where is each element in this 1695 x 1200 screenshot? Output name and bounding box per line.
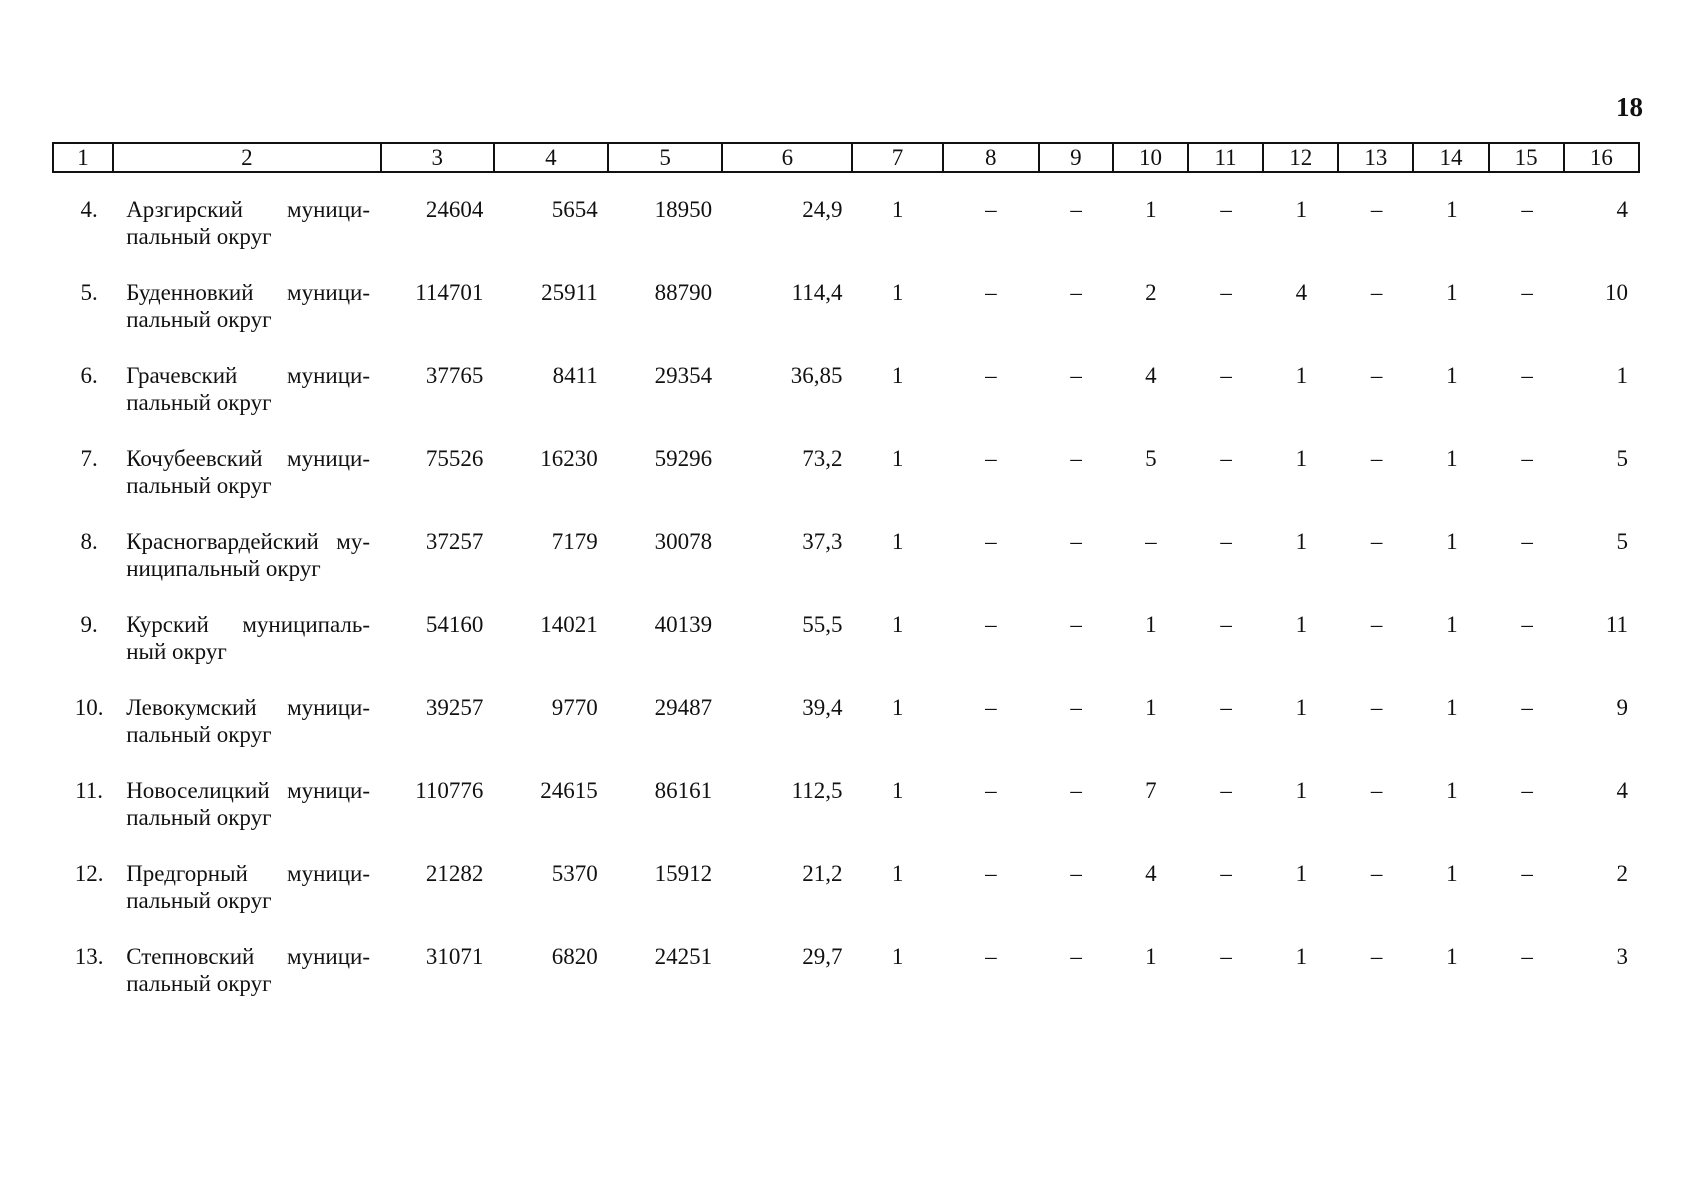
row-number: 13.	[74, 944, 104, 969]
cell-col-12: 1	[1295, 529, 1308, 554]
cell-col-4: 7179	[551, 529, 598, 554]
cell-col-9: –	[1070, 363, 1082, 388]
cell-col-3: 31071	[425, 944, 484, 969]
cell-col-16: 4	[1616, 778, 1628, 803]
cell-col-14: 1	[1446, 280, 1458, 305]
cell-col-4: 14021	[540, 612, 598, 637]
cell-col-15: –	[1521, 280, 1533, 305]
cell-col-14: 1	[1446, 944, 1458, 969]
cell-col-8: –	[985, 363, 997, 388]
cell-col-7: 1	[891, 778, 904, 803]
cell-col-4: 5370	[551, 861, 598, 886]
district-name: Левокумский муници-пальный округ	[126, 695, 371, 747]
header-cell: 3	[381, 143, 494, 172]
cell-col-9: –	[1070, 197, 1082, 222]
cell-col-13: –	[1370, 612, 1383, 637]
cell-col-5: 24251	[654, 944, 713, 969]
district-name: Предгорный муници-пальный округ	[126, 861, 371, 913]
header-cell: 15	[1489, 143, 1564, 172]
cell-col-11: –	[1220, 446, 1232, 471]
district-name: Степновский муници-пальный округ	[126, 944, 371, 996]
cell-col-12: 1	[1295, 612, 1308, 637]
district-name: Кочубеевский муници-пальный округ	[126, 446, 371, 498]
cell-col-4: 8411	[552, 363, 598, 388]
district-name: Арзгирский муници-пальный округ	[126, 197, 371, 249]
table-row	[52, 943, 1640, 1026]
cell-col-7: 1	[891, 363, 904, 388]
cell-col-11: –	[1220, 280, 1232, 305]
table-row	[52, 860, 1640, 943]
cell-col-10: 4	[1145, 861, 1157, 886]
cell-col-9: –	[1070, 280, 1082, 305]
cell-col-7: 1	[891, 612, 904, 637]
cell-col-10: 1	[1145, 612, 1157, 637]
row-number: 9.	[80, 612, 98, 637]
cell-col-16: 5	[1616, 446, 1628, 471]
cell-col-8: –	[985, 529, 997, 554]
district-name: Буденновкий муници-пальный округ	[126, 280, 371, 332]
district-name: Грачевский муници-пальный округ	[126, 363, 371, 415]
cell-col-16: 2	[1616, 861, 1628, 886]
cell-col-3: 37765	[425, 363, 484, 388]
header-row	[53, 143, 1639, 172]
page-number: 18	[1616, 92, 1643, 122]
cell-col-9: –	[1070, 446, 1082, 471]
cell-col-14: 1	[1446, 197, 1458, 222]
cell-col-11: –	[1220, 861, 1232, 886]
cell-col-12: 1	[1295, 446, 1308, 471]
table-row	[52, 279, 1640, 362]
data-table	[52, 196, 1640, 1026]
cell-col-12: 1	[1295, 861, 1308, 886]
cell-col-3: 110776	[415, 778, 484, 803]
cell-col-10: 7	[1145, 778, 1157, 803]
cell-col-14: 1	[1446, 861, 1458, 886]
cell-col-3: 39257	[425, 695, 484, 720]
cell-col-16: 9	[1616, 695, 1628, 720]
cell-col-8: –	[985, 612, 997, 637]
cell-col-5: 18950	[654, 197, 713, 222]
cell-col-4: 5654	[551, 197, 598, 222]
cell-col-6: 21,2	[802, 861, 843, 886]
cell-col-8: –	[985, 695, 997, 720]
cell-col-13: –	[1370, 529, 1383, 554]
cell-col-13: –	[1370, 280, 1383, 305]
header-cell: 14	[1413, 143, 1488, 172]
cell-col-5: 29487	[654, 695, 713, 720]
cell-col-12: 1	[1295, 197, 1308, 222]
district-name: Красногвардейский му-ниципальный округ	[126, 529, 371, 581]
cell-col-4: 9770	[551, 695, 598, 720]
header-cell: 13	[1338, 143, 1413, 172]
column-number-header	[52, 142, 1640, 173]
row-number: 11.	[75, 778, 104, 803]
cell-col-10: 2	[1145, 280, 1157, 305]
cell-col-7: 1	[891, 280, 904, 305]
cell-col-16: 11	[1605, 612, 1628, 637]
cell-col-16: 1	[1616, 363, 1628, 388]
cell-col-9: –	[1070, 695, 1082, 720]
row-number: 4.	[80, 197, 98, 222]
cell-col-6: 55,5	[802, 612, 843, 637]
cell-col-14: 1	[1446, 446, 1458, 471]
cell-col-3: 21282	[425, 861, 484, 886]
cell-col-4: 24615	[540, 778, 598, 803]
cell-col-3: 75526	[425, 446, 484, 471]
table-row	[52, 777, 1640, 860]
cell-col-12: 4	[1295, 280, 1308, 305]
cell-col-8: –	[985, 778, 997, 803]
cell-col-9: –	[1070, 861, 1082, 886]
cell-col-7: 1	[891, 695, 904, 720]
cell-col-4: 25911	[541, 280, 598, 305]
header-cell: 1	[53, 143, 113, 172]
cell-col-12: 1	[1295, 695, 1308, 720]
header-cell: 7	[852, 143, 942, 172]
cell-col-5: 86161	[654, 778, 713, 803]
header-cell: 8	[943, 143, 1039, 172]
cell-col-8: –	[985, 861, 997, 886]
cell-col-12: 1	[1295, 944, 1308, 969]
cell-col-5: 15912	[654, 861, 713, 886]
cell-col-4: 6820	[551, 944, 598, 969]
cell-col-10: 1	[1145, 944, 1157, 969]
header-cell: 4	[494, 143, 608, 172]
cell-col-13: –	[1370, 861, 1383, 886]
cell-col-16: 3	[1616, 944, 1628, 969]
cell-col-6: 73,2	[802, 446, 843, 471]
cell-col-13: –	[1370, 778, 1383, 803]
cell-col-8: –	[985, 197, 997, 222]
table-row	[52, 196, 1640, 279]
header-cell: 6	[722, 143, 852, 172]
cell-col-9: –	[1070, 778, 1082, 803]
cell-col-11: –	[1220, 612, 1232, 637]
cell-col-16: 10	[1605, 280, 1628, 305]
row-number: 10.	[74, 695, 104, 720]
cell-col-7: 1	[891, 861, 904, 886]
cell-col-14: 1	[1446, 612, 1458, 637]
cell-col-7: 1	[891, 197, 904, 222]
cell-col-11: –	[1220, 363, 1232, 388]
cell-col-13: –	[1370, 363, 1383, 388]
cell-col-10: 1	[1145, 695, 1157, 720]
row-number: 5.	[80, 280, 98, 305]
cell-col-10: –	[1145, 529, 1157, 554]
cell-col-6: 39,4	[802, 695, 843, 720]
table-body	[52, 196, 1640, 1026]
cell-col-3: 37257	[425, 529, 484, 554]
cell-col-5: 29354	[654, 363, 713, 388]
cell-col-5: 88790	[654, 280, 713, 305]
cell-col-15: –	[1521, 446, 1533, 471]
row-number: 8.	[80, 529, 98, 554]
cell-col-15: –	[1521, 612, 1533, 637]
cell-col-7: 1	[891, 944, 904, 969]
cell-col-11: –	[1220, 944, 1232, 969]
cell-col-6: 112,5	[791, 778, 843, 803]
cell-col-9: –	[1070, 944, 1082, 969]
cell-col-9: –	[1070, 529, 1082, 554]
cell-col-5: 40139	[654, 612, 713, 637]
cell-col-6: 37,3	[802, 529, 843, 554]
cell-col-12: 1	[1295, 778, 1308, 803]
cell-col-11: –	[1220, 695, 1232, 720]
district-name: Новоселицкий муници-пальный округ	[126, 778, 371, 830]
cell-col-6: 24,9	[802, 197, 843, 222]
cell-col-15: –	[1521, 778, 1533, 803]
cell-col-5: 30078	[654, 529, 713, 554]
district-name: Курский муниципаль-ный округ	[126, 612, 371, 664]
cell-col-15: –	[1521, 861, 1533, 886]
table-row	[52, 528, 1640, 611]
cell-col-6: 114,4	[791, 280, 843, 305]
cell-col-11: –	[1220, 197, 1232, 222]
cell-col-7: 1	[891, 446, 904, 471]
cell-col-10: 4	[1145, 363, 1157, 388]
cell-col-3: 54160	[425, 612, 484, 637]
cell-col-14: 1	[1446, 363, 1458, 388]
cell-col-16: 4	[1616, 197, 1628, 222]
cell-col-10: 1	[1145, 197, 1157, 222]
cell-col-15: –	[1521, 197, 1533, 222]
header-cell: 10	[1113, 143, 1188, 172]
header-cell: 5	[608, 143, 722, 172]
cell-col-8: –	[985, 944, 997, 969]
cell-col-6: 29,7	[802, 944, 843, 969]
cell-col-14: 1	[1446, 695, 1458, 720]
cell-col-6: 36,85	[790, 363, 843, 388]
cell-col-9: –	[1070, 612, 1082, 637]
cell-col-14: 1	[1446, 529, 1458, 554]
table-row	[52, 362, 1640, 445]
cell-col-11: –	[1220, 529, 1232, 554]
cell-col-13: –	[1370, 944, 1383, 969]
header-cell: 11	[1188, 143, 1263, 172]
row-number: 12.	[74, 861, 104, 886]
header-cell: 9	[1039, 143, 1113, 172]
cell-col-8: –	[985, 280, 997, 305]
cell-col-3: 114701	[415, 280, 484, 305]
cell-col-14: 1	[1446, 778, 1458, 803]
header-cell: 12	[1263, 143, 1338, 172]
row-number: 6.	[80, 363, 98, 388]
cell-col-8: –	[985, 446, 997, 471]
cell-col-13: –	[1370, 446, 1383, 471]
cell-col-15: –	[1521, 944, 1533, 969]
cell-col-3: 24604	[425, 197, 484, 222]
cell-col-10: 5	[1145, 446, 1157, 471]
header-cell: 2	[113, 143, 381, 172]
table-row	[52, 694, 1640, 777]
cell-col-4: 16230	[540, 446, 598, 471]
table-row	[52, 611, 1640, 694]
cell-col-7: 1	[891, 529, 904, 554]
cell-col-12: 1	[1295, 363, 1308, 388]
cell-col-11: –	[1220, 778, 1232, 803]
cell-col-13: –	[1370, 197, 1383, 222]
row-number: 7.	[80, 446, 98, 471]
header-cell: 16	[1564, 143, 1639, 172]
cell-col-15: –	[1521, 695, 1533, 720]
cell-col-16: 5	[1616, 529, 1628, 554]
table-row	[52, 445, 1640, 528]
cell-col-15: –	[1521, 529, 1533, 554]
cell-col-13: –	[1370, 695, 1383, 720]
cell-col-15: –	[1521, 363, 1533, 388]
cell-col-5: 59296	[654, 446, 713, 471]
